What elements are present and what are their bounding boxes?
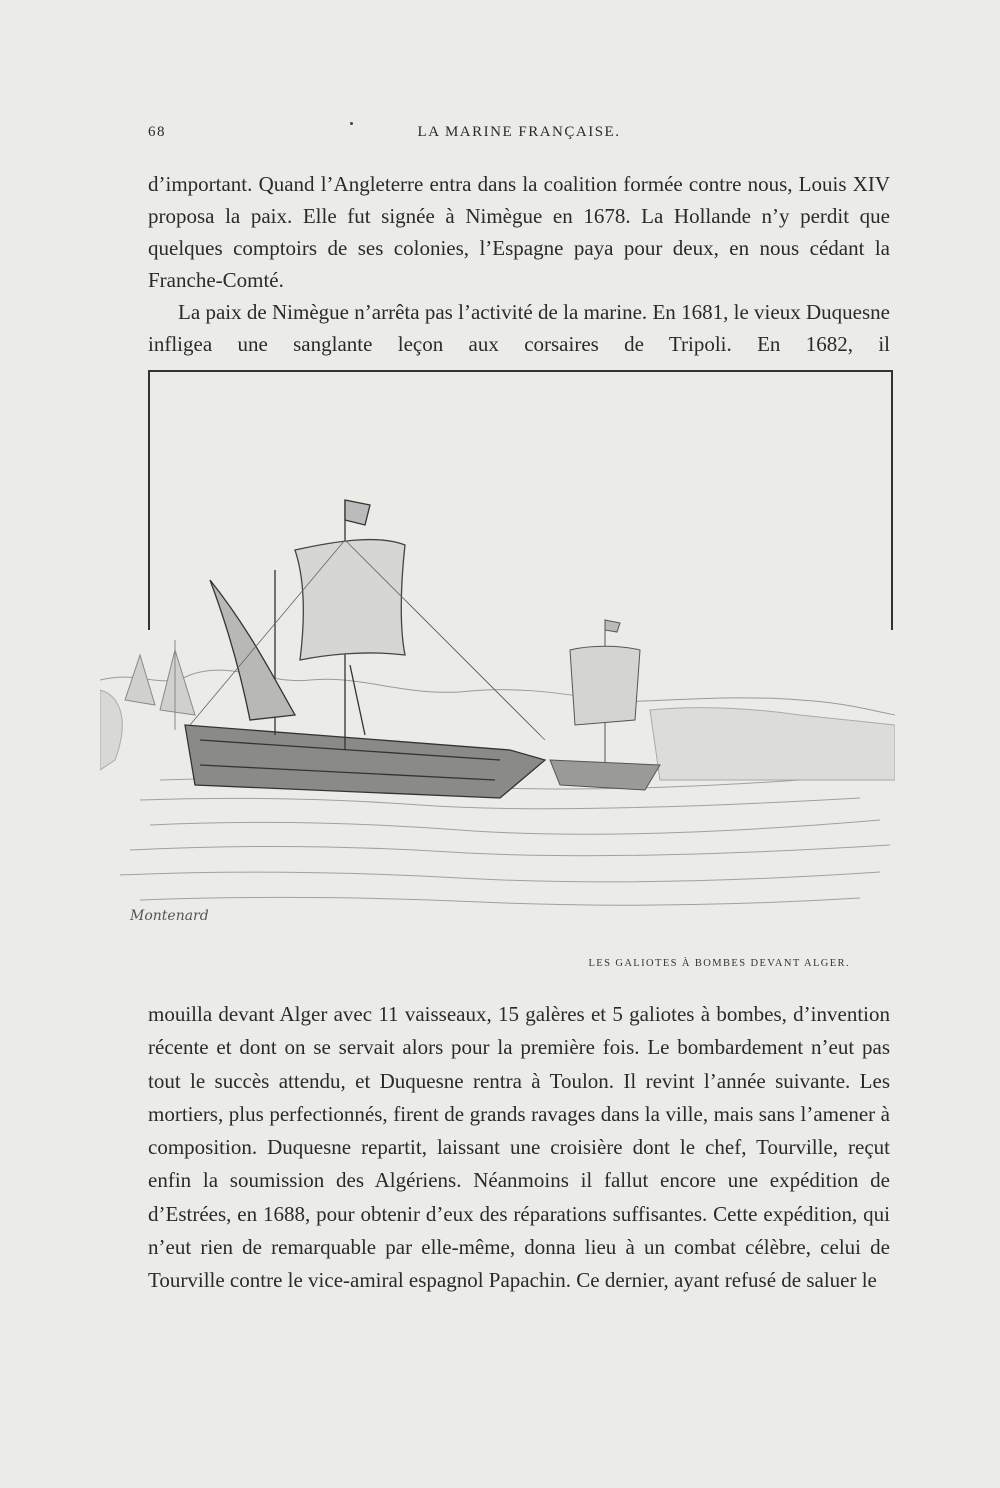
main-galiot — [185, 480, 545, 798]
illustration-caption: LES GALIOTES À BOMBES DEVANT ALGER. — [588, 958, 850, 969]
artist-signature: Montenard — [130, 908, 209, 924]
ship-illustration — [100, 480, 895, 950]
paragraph-3: mouilla devant Alger avec 11 vaisseaux, 15 galères et 5 galiotes à bombes, d’invention récente et dont on se servait alors pour la première fois. Le bombardement n’eut pas tout le succès attendu, et Duquesne rentra à Toulon. Il revint l’année suivante. Les mortiers, plus perfectionnés, firent de grands ravages dans la ville, mais sans l’amener à composition. Duquesne repartit, laissant une croisière dont le chef, Tourville, reçut enfin la soumission des Algériens. Néanmoins il fallut encore une expédition de d’Estrées, en 1688, pour obtenir d’eux des réparations suffisantes. Cette expédition, qui n’eut rien de remarquable par elle-même, donna lieu à un combat célèbre, celui de Tourville contre le vice-amiral espagnol Papachin. Ce dernier, ayant refusé de saluer le — [148, 1002, 890, 1293]
second-ship — [550, 620, 660, 790]
paragraph-1: d’important. Quand l’Angleterre entra dans la coalition formée contre nous, Louis XIV proposa la paix. Elle fut signée à Nimègue en 1678. La Hollande n’y perdit que quelques comptoirs de ses colonies, l’Espagne paya pour deux, en nous cédant la Franche-Comté. — [148, 172, 890, 292]
running-title: LA MARINE FRANÇAISE. — [417, 124, 621, 140]
sea — [120, 778, 890, 905]
page-number: 68 — [148, 124, 166, 140]
page-header — [148, 124, 890, 154]
paragraph-2: La paix de Nimègue n’arrêta pas l’activité de la marine. En 1681, le vieux Duquesne infligea une sanglante leçon aux corsaires de Tripoli. En 1682, il — [148, 300, 890, 356]
background-ships — [125, 640, 195, 730]
